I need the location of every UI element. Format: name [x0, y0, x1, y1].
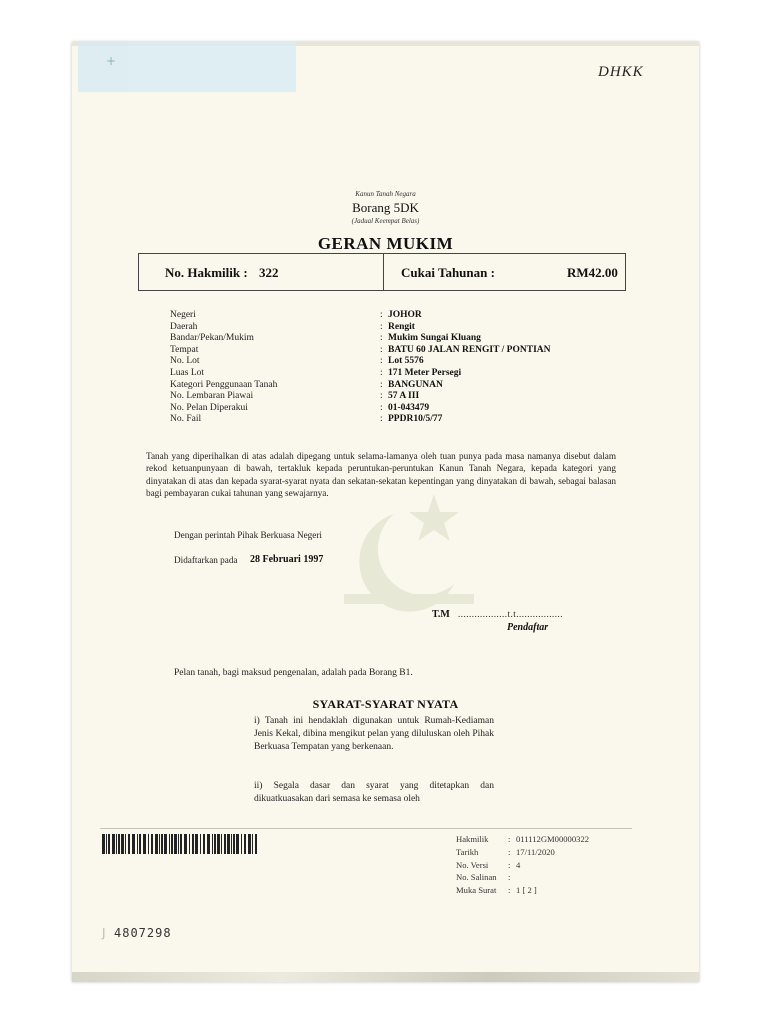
- barcode-bar: [118, 834, 120, 854]
- barcode-bar: [244, 834, 246, 854]
- meta-value: 011112GM00000322: [516, 834, 590, 844]
- barcode-bar: [203, 834, 205, 854]
- barcode-bar: [155, 834, 158, 854]
- hakmilik-value: 322: [259, 265, 279, 280]
- barcode-bar: [221, 834, 222, 854]
- barcode-bar: [137, 834, 138, 854]
- info-colon: :: [380, 402, 383, 413]
- info-colon: :: [380, 414, 383, 425]
- barcode-bar: [236, 834, 239, 854]
- barcode-bar: [125, 834, 126, 854]
- meta-label: Tarikh: [456, 846, 479, 857]
- info-label: No. Lembaran Piawai: [170, 391, 254, 402]
- barcode-bar: [248, 834, 251, 854]
- signature-line: ..................t.t.................: [458, 609, 564, 619]
- info-colon: :: [380, 367, 383, 378]
- meta-label: No. Versi: [456, 859, 489, 870]
- meta-value: 4: [516, 859, 521, 870]
- info-label: Luas Lot: [170, 367, 205, 378]
- barcode-bar: [207, 834, 210, 854]
- barcode-bar: [143, 834, 146, 854]
- info-row: [170, 322, 570, 334]
- document-page: [72, 42, 699, 982]
- serial-mark: J: [102, 926, 106, 940]
- barcode-bar: [106, 834, 107, 854]
- serial-number: 4807298: [114, 926, 172, 940]
- barcode-bar: [112, 834, 115, 854]
- meta-colon: :: [508, 859, 511, 870]
- hakmilik-label: No. Hakmilik :: [165, 265, 248, 280]
- info-row: [170, 391, 570, 403]
- info-value: PPDR10/5/77: [388, 414, 443, 425]
- barcode-bar: [241, 834, 242, 854]
- cukai-value: RM42.00: [567, 265, 618, 280]
- barcode-bar: [231, 834, 232, 854]
- barcode-bar: [164, 834, 167, 854]
- barcode-bar: [178, 834, 179, 854]
- registrar-label: Pendaftar: [507, 622, 549, 633]
- barcode-bar: [159, 834, 160, 854]
- barcode-bar: [151, 834, 153, 854]
- info-value: Rengit: [388, 321, 415, 332]
- box-divider: [383, 254, 384, 290]
- info-colon: :: [380, 379, 383, 390]
- meta-row: [456, 885, 656, 898]
- barcode-bar: [184, 834, 187, 854]
- barcode-bar: [195, 834, 198, 854]
- info-colon: :: [380, 344, 383, 355]
- registered-date: 28 Februari 1997: [250, 554, 324, 565]
- info-value: 01-043479: [388, 402, 430, 413]
- barcode-bar: [139, 834, 141, 854]
- barcode-bar: [200, 834, 201, 854]
- info-label: Kategori Penggunaan Tanah: [170, 379, 278, 390]
- meta-colon: :: [508, 885, 511, 896]
- info-label: No. Lot: [170, 356, 200, 367]
- info-value: Mukim Sungai Kluang: [388, 333, 481, 344]
- barcode-bar: [121, 834, 124, 854]
- tenure-paragraph: Tanah yang diperihalkan di atas adalah dipegang untuk selama-lamanya oleh tuan punya pada masa namanya disebut dalam rekod ketuanpunyaan di bawah, tertakluk kepada peruntukan-peruntukan Kanun Tanah Negara, kepada kategori yang dinyatakan di atas dan kepada syarat-syarat nyata dan sekatan-sekatan kepentingan yang dinyatakan di bawah, sebagai balasan bagi pembayaran cukai tahunan yang sewajarnya.: [146, 451, 616, 499]
- barcode-bar: [227, 834, 230, 854]
- barcode-bar: [128, 834, 130, 854]
- barcode-bar: [116, 834, 117, 854]
- info-row: [170, 310, 570, 322]
- form-number: Borang 5DK: [352, 200, 419, 215]
- barcode-bar: [192, 834, 194, 854]
- info-colon: :: [380, 356, 383, 367]
- tm-label: T.M: [432, 609, 450, 620]
- info-label: No. Pelan Diperakui: [170, 402, 248, 413]
- title-metadata: [456, 834, 656, 898]
- meta-row: [456, 872, 656, 885]
- barcode-bar: [161, 834, 163, 854]
- barcode-bar: [252, 834, 253, 854]
- sticky-note-mark: +: [106, 54, 117, 68]
- cukai-label: Cukai Tahunan :: [401, 265, 495, 280]
- info-row: [170, 345, 570, 357]
- barcode-bar: [189, 834, 190, 854]
- state-authority-order: Dengan perintah Pihak Berkuasa Negeri: [174, 530, 322, 540]
- law-title: Kanun Tanah Negara: [355, 190, 416, 198]
- info-value: 171 Meter Persegi: [388, 367, 462, 378]
- info-label: Tempat: [170, 344, 199, 355]
- info-colon: :: [380, 333, 383, 344]
- meta-colon: :: [508, 846, 511, 857]
- barcode-bar: [132, 834, 135, 854]
- info-colon: :: [380, 321, 383, 332]
- info-label: Bandar/Pekan/Mukim: [170, 333, 254, 344]
- land-info-table: [170, 310, 570, 426]
- barcode-bar: [214, 834, 216, 854]
- condition-item: ii) Segala dasar dan syarat yang ditetapkan dan dikuatkuasakan dari semasa ke semasa oleh: [254, 781, 494, 804]
- plan-note: Pelan tanah, bagi maksud pengenalan, adalah pada Borang B1.: [174, 668, 413, 678]
- barcode-bar: [148, 834, 149, 854]
- info-label: Daerah: [170, 321, 198, 332]
- info-row: [170, 380, 570, 392]
- barcode-bar: [212, 834, 213, 854]
- barcode-bar: [217, 834, 220, 854]
- meta-row: [456, 847, 656, 860]
- info-row: [170, 356, 570, 368]
- meta-value: 17/11/2020: [516, 846, 555, 857]
- barcode-bar: [180, 834, 182, 854]
- meta-label: No. Salinan: [456, 872, 497, 883]
- meta-label: Hakmilik: [456, 834, 489, 844]
- info-value: Lot 5576: [388, 356, 424, 367]
- meta-value: 1 [ 2 ]: [516, 885, 537, 896]
- info-value: 57 A III: [388, 391, 420, 402]
- document-title: GERAN MUKIM: [317, 234, 454, 253]
- barcode-icon: [102, 834, 260, 854]
- info-value: JOHOR: [388, 310, 422, 320]
- barcode-bar: [169, 834, 170, 854]
- info-value: BATU 60 JALAN RENGIT / PONTIAN: [388, 344, 551, 355]
- corner-handwritten-code: DHKK: [598, 64, 644, 80]
- info-label: Negeri: [170, 310, 196, 320]
- barcode-bar: [174, 834, 177, 854]
- info-row: [170, 333, 570, 345]
- meta-row: [456, 860, 656, 873]
- meta-row: [456, 834, 656, 847]
- barcode-bar: [224, 834, 226, 854]
- meta-colon: :: [508, 872, 511, 883]
- info-value: BANGUNAN: [388, 379, 443, 390]
- meta-colon: :: [508, 834, 511, 844]
- footer-divider: [100, 828, 632, 829]
- condition-item: i) Tanah ini hendaklah digunakan untuk Rumah-Kediaman Jenis Kekal, dibina mengikut pelan yang diluluskan oleh Pihak Berkuasa Tempatan yang berkenaan.: [254, 716, 494, 752]
- info-row: [170, 414, 570, 426]
- meta-label: Muka Surat: [456, 885, 497, 896]
- barcode-bar: [102, 834, 105, 854]
- conditions-title: SYARAT-SYARAT NYATA: [312, 697, 459, 711]
- info-label: No. Fail: [170, 414, 202, 425]
- info-colon: :: [380, 310, 383, 320]
- sticky-note: [78, 42, 296, 92]
- barcode-bar: [108, 834, 110, 854]
- title-number-box: [138, 253, 626, 291]
- info-row: [170, 403, 570, 415]
- info-row: [170, 368, 570, 380]
- bottom-shadow-strip: [72, 972, 699, 982]
- barcode-bar: [255, 834, 257, 854]
- barcode-bar: [233, 834, 235, 854]
- registered-label: Didaftarkan pada: [174, 555, 238, 565]
- barcode-bar: [171, 834, 173, 854]
- info-colon: :: [380, 391, 383, 402]
- schedule-note: (Jadual Keempat Belas): [351, 217, 420, 225]
